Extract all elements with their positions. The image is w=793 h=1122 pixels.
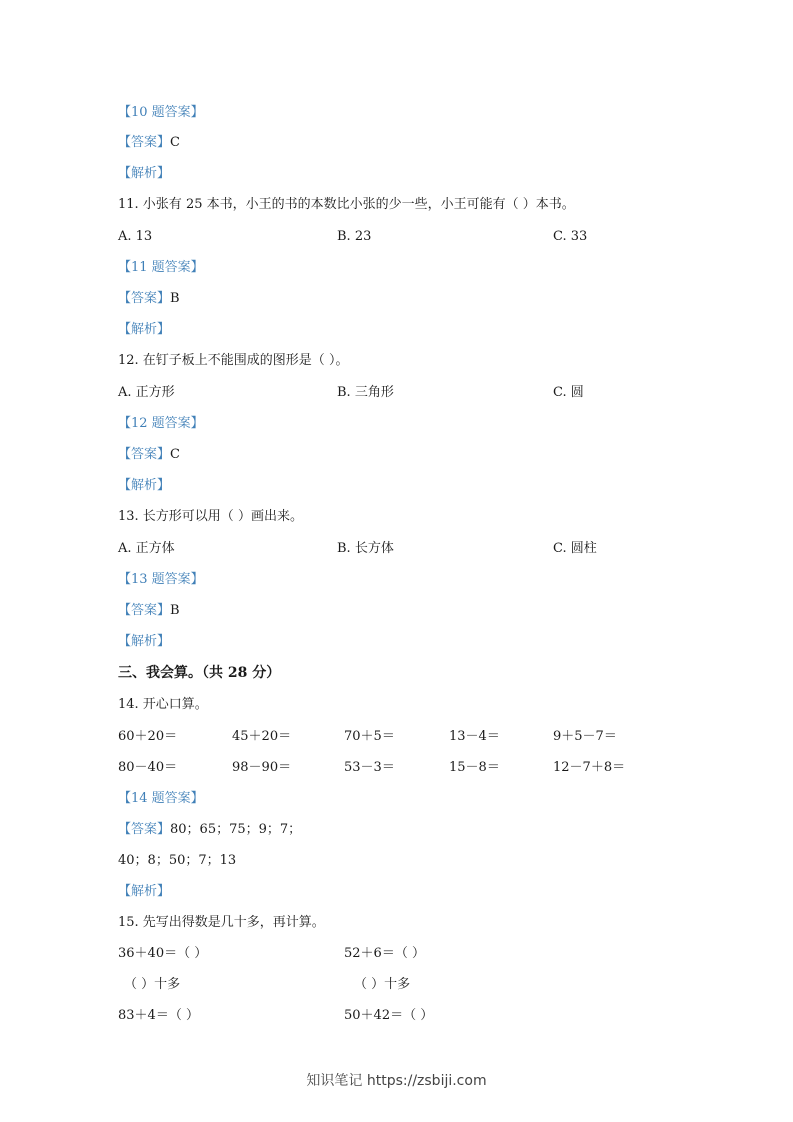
q13-stem: 13. 长方形可以用（ ）画出来。 [118, 509, 303, 524]
q11-answer [118, 290, 180, 308]
q12-answer-tag: 【12 题答案】 [118, 416, 204, 431]
answer-tag: 【答案】 [118, 822, 171, 837]
q14-answer-tag: 【14 题答案】 [118, 791, 204, 806]
q15-item: （ ）十多 [354, 977, 411, 992]
q14-analysis-tag: 【解析】 [118, 884, 171, 899]
q10-answer-value: C [170, 135, 180, 150]
answer-tag: 【答案】 [118, 447, 171, 462]
calc-item: 80－40＝ [118, 760, 178, 775]
answer-tag: 【答案】 [118, 291, 171, 306]
q13-answer-value: B [170, 603, 180, 618]
q10-answer [118, 134, 180, 152]
q12-option-b: B. 三角形 [337, 385, 394, 400]
q15-stem: 15. 先写出得数是几十多，再计算。 [118, 915, 325, 930]
q11-option-a: A. 13 [118, 229, 153, 244]
q12-option-a: A. 正方形 [118, 385, 175, 400]
q11-option-b: B. 23 [337, 229, 372, 244]
q14-stem: 14. 开心口算。 [118, 697, 208, 712]
q13-option-b: B. 长方体 [337, 541, 394, 556]
q12-answer-value: C [170, 447, 180, 462]
q15-item: 83＋4＝（ ） [118, 1008, 199, 1023]
q13-analysis-tag: 【解析】 [118, 634, 171, 649]
calc-item: 60＋20＝ [118, 729, 178, 744]
q14-answer [118, 821, 301, 839]
calc-item: 53－3＝ [344, 760, 395, 775]
calc-item: 12－7＋8＝ [553, 760, 626, 775]
calc-item: 70＋5＝ [344, 729, 395, 744]
q13-answer [118, 602, 180, 620]
q11-option-c: C. 33 [553, 229, 588, 244]
q10-analysis-tag: 【解析】 [118, 166, 171, 181]
q12-analysis-tag: 【解析】 [118, 478, 171, 493]
q11-stem: 11. 小张有 25 本书，小王的书的本数比小张的少一些，小王可能有（ ）本书。 [118, 197, 575, 212]
section-heading: 三、我会算。（共 28 分） [118, 665, 281, 681]
q12-option-c: C. 圆 [553, 385, 584, 400]
answer-tag: 【答案】 [118, 135, 171, 150]
q14-answer-line-1: 80；65；75；9；7； [170, 822, 302, 837]
q11-answer-value: B [170, 291, 180, 306]
calc-item: 98－90＝ [232, 760, 292, 775]
q12-stem: 12. 在钉子板上不能围成的图形是（ ）。 [118, 353, 349, 368]
calc-item: 9＋5－7＝ [553, 729, 617, 744]
answer-tag: 【答案】 [118, 603, 171, 618]
q15-item: 50＋42＝（ ） [344, 1008, 434, 1023]
calc-item: 13－4＝ [449, 729, 500, 744]
q11-analysis-tag: 【解析】 [118, 322, 171, 337]
footer-watermark: 知识笔记 https://zsbiji.com [306, 1073, 487, 1089]
q10-answer-tag: 【10 题答案】 [118, 105, 204, 120]
q12-answer [118, 446, 180, 464]
q15-item: 36＋40＝（ ） [118, 946, 208, 961]
q15-item: 52＋6＝（ ） [344, 946, 425, 961]
calc-item: 45＋20＝ [232, 729, 292, 744]
q11-answer-tag: 【11 题答案】 [118, 260, 204, 275]
calc-item: 15－8＝ [449, 760, 500, 775]
q13-answer-tag: 【13 题答案】 [118, 572, 204, 587]
q15-item: （ ）十多 [124, 977, 181, 992]
q14-answer-line-2: 40；8；50；7；13 [118, 853, 237, 868]
q13-option-c: C. 圆柱 [553, 541, 597, 556]
q13-option-a: A. 正方体 [118, 541, 175, 556]
